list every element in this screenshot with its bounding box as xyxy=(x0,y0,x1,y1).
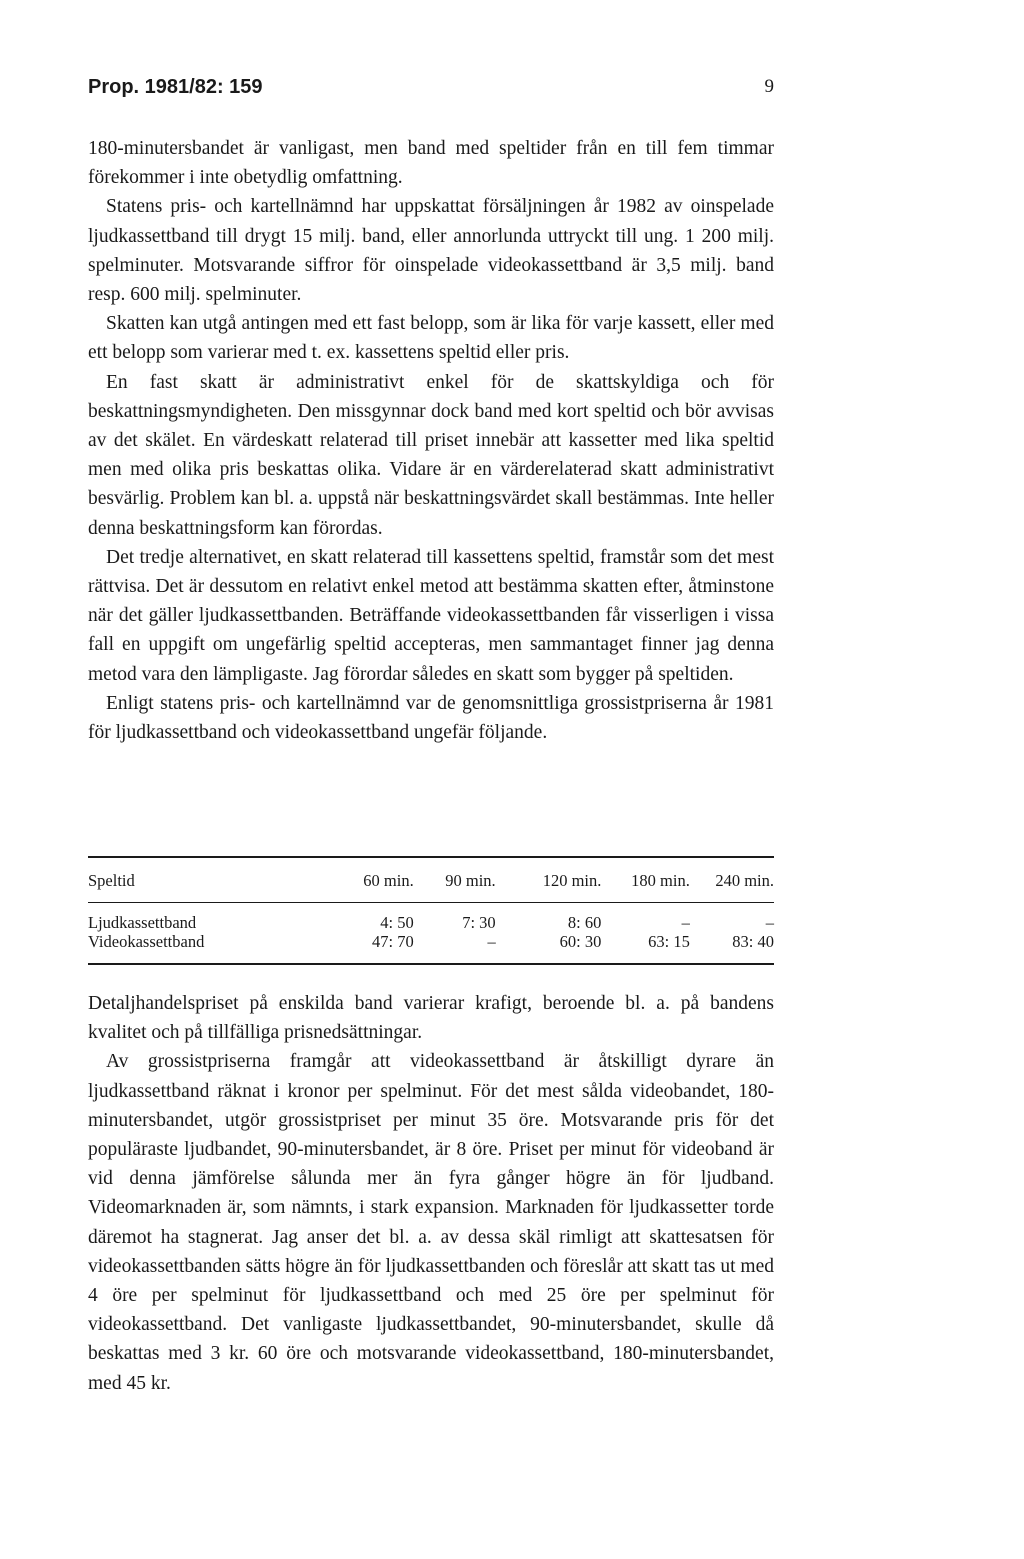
page-header xyxy=(88,76,774,104)
page-number: 9 xyxy=(764,76,774,97)
row-label: Videokassettband xyxy=(88,932,205,951)
wholesale-price-table xyxy=(88,856,774,965)
table-cell: – xyxy=(765,913,774,932)
paragraph: 180-minutersbandet är vanligast, men band med speltider från en till fem timmar förekommer i inte obetydlig omfattning. xyxy=(88,138,774,189)
column-header-240-min: 240 min. xyxy=(715,870,774,890)
table-row xyxy=(88,903,774,933)
table-cell: 4: 50 xyxy=(380,913,414,932)
proposition-reference: Prop. 1981/82: 159 xyxy=(88,76,263,98)
column-header-180-min: 180 min. xyxy=(631,870,690,890)
column-header-90-min: 90 min. xyxy=(445,870,496,890)
column-header-120-min: 120 min. xyxy=(542,870,602,890)
table-header-row xyxy=(88,857,774,903)
table-cell: 63: 15 xyxy=(648,932,690,951)
paragraph: Av grossistpriserna framgår att videokassettband är åtskilligt dyrare än ljudkassettband räknat i kronor per spelminut. För det mest sålda videobandet, 180-minutersbandet, utgör grossistpriset per minut 35 öre. Motsvarande pris för det populäraste ljudbandet, 90-minutersbandet, är 8 öre. Priset per minut för videoband är vid denna jämförelse sålunda mer än fyra gånger högre än för ljudband. Videomarknaden är, som nämnts, i stark expansion. Marknaden för ljudkassetter torde däremot ha stagnerat. Jag anser det bl. a. av dessa skäl rimligt att skattesatsen för videokassettbanden sätts högre än för ljudkassettbanden och föreslår att skatt tas ut med 4 öre per spelminut för ljudkassettband och med 25 öre per spelminut för videokassettband. Det vanligaste ljudkassettbandet, 90-minutersbandet, skulle då beskattas med 3 kr. 60 öre och motsvarande videokassettband, 180-minutersbandet, med 45 kr. xyxy=(88,1051,774,1394)
paragraph: Enligt statens pris- och kartellnämnd var de genomsnittliga grossistpriserna år 1981 för ljudkassettband och videokassettband ungefär följande. xyxy=(88,692,774,744)
paragraph: Det tredje alternativet, en skatt relaterad till kassettens speltid, framstår som det mest rättvisa. Det är dessutom en relativt enkel metod att bestämma skatten efter, åtminstone när det gäller ljudkassettbanden. Beträffande videokassettbanden får visserligen i vissa fall en uppgift om ungefärlig speltid accepteras, men sammantaget finner jag denna metod vara den lämpligaste. Jag förordar således en skatt som bygger på speltiden. xyxy=(88,546,774,685)
table-cell: 8: 60 xyxy=(567,913,602,932)
column-header-60-min: 60 min. xyxy=(363,870,414,890)
body-text-upper xyxy=(88,134,774,747)
paragraph: Statens pris- och kartellnämnd har uppskattat försäljningen år 1982 av oinspelade ljudkassettband till drygt 15 milj. band, eller annorlunda uttryckt till ung. 1 200 milj. spelminuter. Motsvarande siffror för oinspelade videokassettband är 3,5 milj. band resp. 600 milj. spelminuter. xyxy=(88,196,774,306)
table-cell: – xyxy=(487,932,496,951)
paragraph: Detaljhandelspriset på enskilda band varierar krafigt, beroende bl. a. på bandens kvalitet och på tillfälliga prisnedsättningar. xyxy=(88,993,774,1044)
table-cell: 83: 40 xyxy=(732,932,774,951)
paragraph: En fast skatt är administrativt enkel för de skattskyldiga och för beskattningsmyndigheten. Den missgynnar dock band med kort speltid och bör avvisas av det skälet. En värdeskatt relaterad till priset innebär att kassetter med lika speltid men med olika pris beskattas olika. Vidare är en värderelaterad skatt administrativt besvärlig. Problem kan bl. a. uppstå när beskattningsvärdet skall bestämmas. Inte heller denna beskattningsform kan förordas. xyxy=(88,371,774,539)
table-cell: 60: 30 xyxy=(559,932,602,951)
body-text-lower xyxy=(88,989,774,1398)
table-cell: 7: 30 xyxy=(462,913,496,932)
table-row xyxy=(88,932,774,964)
paragraph: Skatten kan utgå antingen med ett fast belopp, som är lika för varje kassett, eller med ett belopp som varierar med t. ex. kassettens speltid eller pris. xyxy=(88,313,774,364)
table-cell: – xyxy=(681,913,690,932)
table-cell: 47: 70 xyxy=(372,932,414,951)
row-label: Ljudkassettband xyxy=(88,913,197,932)
column-header-speltid: Speltid xyxy=(88,870,135,890)
